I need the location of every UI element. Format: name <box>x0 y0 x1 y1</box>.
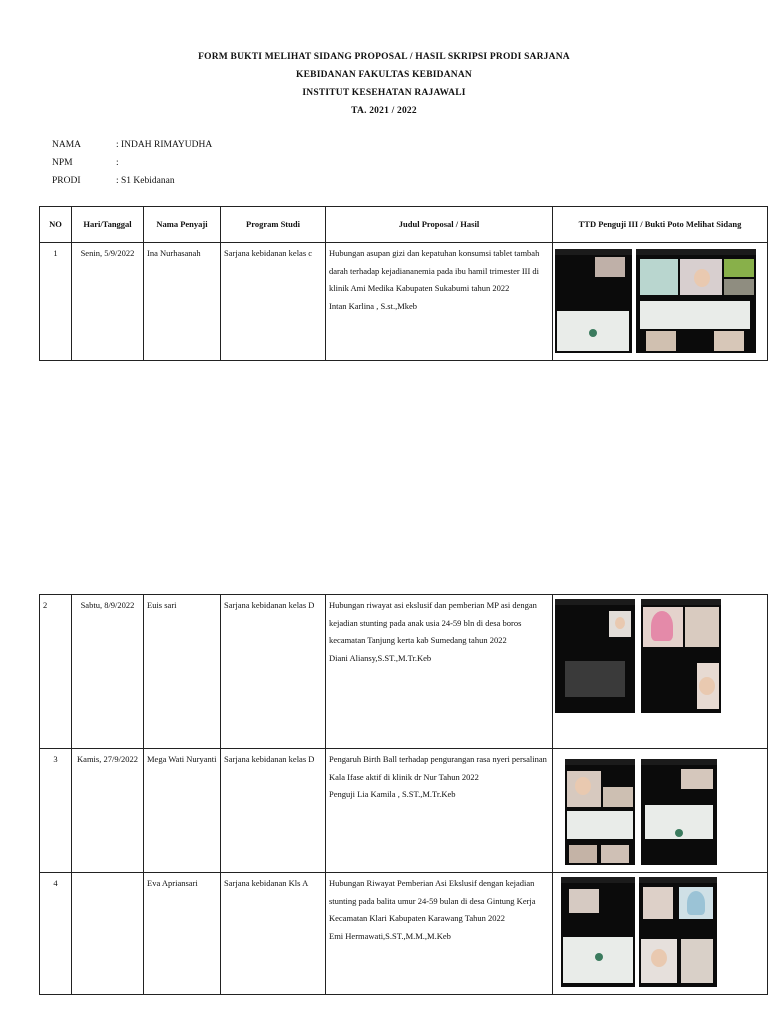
prodi-value: : S1 Kebidanan <box>116 176 175 186</box>
screenshot-photos <box>555 245 765 355</box>
row-prog: Sarjana kebidanan kelas c <box>221 243 326 361</box>
judul-text: Pengaruh Birth Ball terhadap pengurangan rasa nyeri persalinan Kala Ifase aktif di klinik dr Nur Tahun 2022 <box>329 754 547 782</box>
header-judul: Judul Proposal / Hasil <box>326 207 553 243</box>
row-nama: Euis sari <box>144 595 221 749</box>
penguji-text: Penguji Lia Kamila , S.ST.,M.Tr.Keb <box>329 789 456 799</box>
row-prog: Sarjana kebidanan kelas D <box>221 595 326 749</box>
row-prog: Sarjana kebidanan Kls A <box>221 873 326 995</box>
row-nama: Mega Wati Nuryanti <box>144 749 221 873</box>
row-nama: Eva Apriansari <box>144 873 221 995</box>
header-prog: Program Studi <box>221 207 326 243</box>
attendance-table-2 <box>39 594 768 995</box>
judul-text: Hubungan riwayat asi ekslusif dan pemberian MP asi dengan kejadian stunting pada anak usia 24-59 bln di desa boros kecamatan Tanjung kerta kab Sumedang tahun 2022 <box>329 600 537 645</box>
screenshot-photos <box>555 875 765 989</box>
screenshot-photos <box>555 597 765 743</box>
table-row <box>40 595 768 749</box>
meeting-screenshot <box>639 877 717 987</box>
table-header-row <box>40 207 768 243</box>
penguji-text: Emi Hermawati,S.ST.,M.M.,M.Keb <box>329 930 451 941</box>
row-photo <box>553 749 768 873</box>
table-row <box>40 749 768 873</box>
title-line-4: TA. 2021 / 2022 <box>351 106 417 116</box>
table-row <box>40 243 768 361</box>
header-no: NO <box>40 207 72 243</box>
npm-row <box>52 154 212 172</box>
row-no: 1 <box>40 243 72 361</box>
nama-value: : INDAH RIMAYUDHA <box>116 140 213 150</box>
penguji-text: Intan Karlina , S.st.,Mkeb <box>329 300 418 311</box>
title-line-1: FORM BUKTI MELIHAT SIDANG PROPOSAL / HASIL SKRIPSI PRODI SARJANA <box>198 52 570 62</box>
screenshot-photos <box>555 751 765 867</box>
table-row <box>40 873 768 995</box>
npm-value: : <box>116 158 119 168</box>
row-judul <box>326 243 553 361</box>
row-photo <box>553 873 768 995</box>
row-photo <box>553 595 768 749</box>
row-hari: Kamis, 27/9/2022 <box>72 749 144 873</box>
meeting-screenshot <box>641 759 717 865</box>
prodi-row <box>52 172 212 190</box>
header-hari: Hari/Tanggal <box>72 207 144 243</box>
row-hari <box>72 873 144 995</box>
attendance-table-1 <box>39 206 768 361</box>
title-line-2: KEBIDANAN FAKULTAS KEBIDANAN <box>296 70 472 80</box>
row-hari: Sabtu, 8/9/2022 <box>72 595 144 749</box>
row-hari: Senin, 5/9/2022 <box>72 243 144 361</box>
row-no: 4 <box>40 873 72 995</box>
title-line-3: INSTITUT KESEHATAN RAJAWALI <box>302 88 466 98</box>
student-info <box>52 136 212 190</box>
meeting-screenshot <box>555 249 632 353</box>
row-photo <box>553 243 768 361</box>
row-nama: Ina Nurhasanah <box>144 243 221 361</box>
row-no: 3 <box>40 749 72 873</box>
nama-row <box>52 136 212 154</box>
form-title <box>0 48 768 120</box>
row-judul <box>326 749 553 873</box>
row-no: 2 <box>40 595 72 749</box>
npm-label: NPM <box>52 158 73 168</box>
judul-text: Hubungan asupan gizi dan kepatuhan konsumsi tablet tambah darah terhadap kejadiananemia pada ibu hamil trimester III di klinik Ami Medika Kabupaten Sukabumi tahun 2022 <box>329 248 540 293</box>
nama-label: NAMA <box>52 140 82 150</box>
prodi-label: PRODI <box>52 176 81 186</box>
meeting-screenshot <box>565 759 635 865</box>
penguji-text: Diani Aliansy,S.ST.,M.Tr.Keb <box>329 652 432 663</box>
row-prog: Sarjana kebidanan kelas D <box>221 749 326 873</box>
judul-text: Hubungan Riwayat Pemberian Asi Ekslusif dengan kejadian stunting pada balita umur 24-59 bulan di desa Gintung Kerja Kecamatan Klari Kabupaten Karawang Tahun 2022 <box>329 878 536 923</box>
meeting-screenshot <box>561 877 635 987</box>
row-judul <box>326 873 553 995</box>
header-ttd: TTD Penguji III / Bukti Poto Melihat Sidang <box>553 207 768 243</box>
header-nama: Nama Penyaji <box>144 207 221 243</box>
meeting-screenshot <box>555 599 635 713</box>
meeting-screenshot <box>641 599 721 713</box>
row-judul <box>326 595 553 749</box>
meeting-screenshot <box>636 249 756 353</box>
